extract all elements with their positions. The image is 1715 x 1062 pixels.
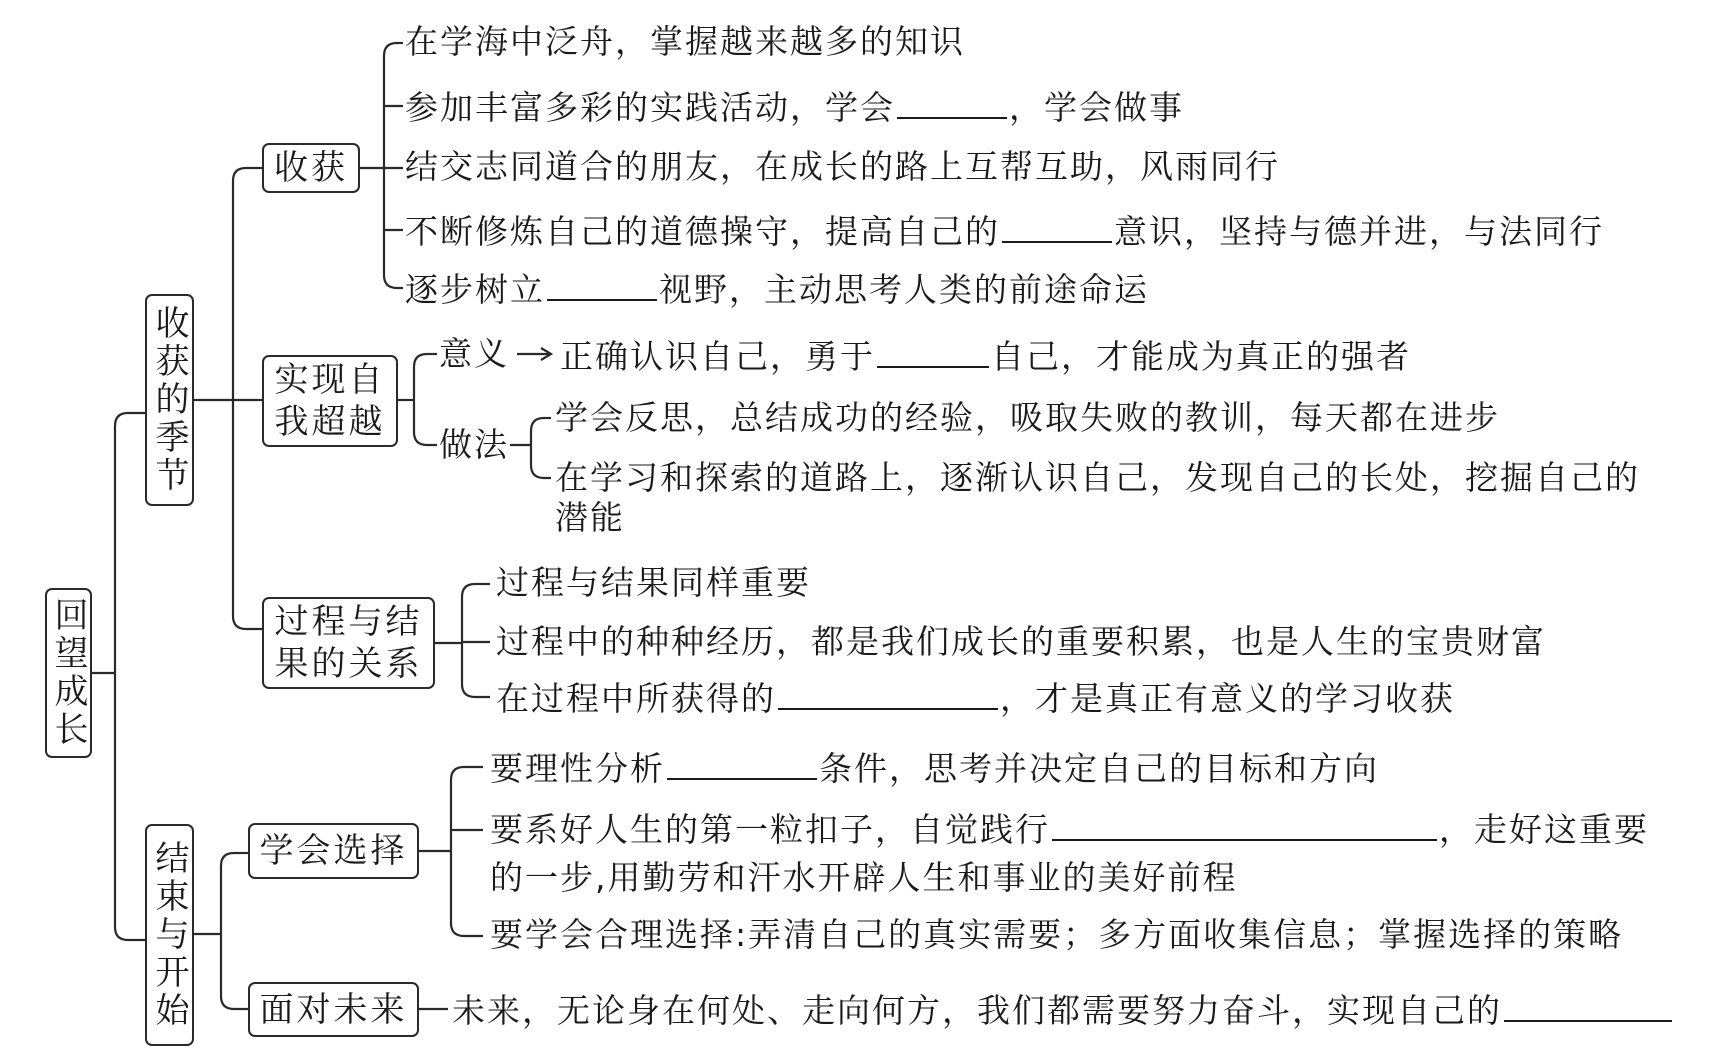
choose-item-2-text: 要系好人生的第一粒扣子，自觉践行 (490, 810, 1050, 849)
learn-choose-node: 学会选择 (248, 823, 419, 879)
blank-line (1052, 807, 1437, 841)
blank-line (1002, 209, 1112, 243)
future-text (452, 988, 1674, 1031)
process-item-3 (496, 676, 1455, 719)
meaning-text-end: 自己，才能成为真正的强者 (991, 337, 1411, 376)
harvest-node: 收获 (262, 143, 360, 193)
harvest-item-5-text: 逐步树立 (405, 270, 545, 309)
choose-item-2-text-end: ，走好这重要 (1439, 810, 1649, 849)
end-and-start-node: 结束与开始 (145, 824, 194, 1046)
blank-line (547, 267, 657, 301)
choose-item-1-text-end: 条件，思考并决定自己的目标和方向 (819, 749, 1379, 788)
self-transcend-node (262, 355, 398, 447)
meaning-text-start: 正确认识自己，勇于 (560, 337, 875, 376)
harvest-season-node: 收获的季节 (145, 294, 194, 506)
choose-item-1 (490, 746, 1379, 789)
meaning-label: 意义 (439, 334, 509, 373)
root-node: 回望成长 (45, 588, 92, 758)
blank-line (1504, 988, 1672, 1022)
self-transcend-label-2: 我超越 (274, 402, 386, 442)
harvest-item-2-text: 参加丰富多彩的实践活动，学会 (405, 88, 895, 127)
process-result-label-1: 过程与结 (274, 602, 423, 642)
face-future-node: 面对未来 (248, 982, 419, 1037)
blank-line (897, 85, 1007, 119)
harvest-item-4-text-end: 意识，坚持与德并进，与法同行 (1114, 212, 1604, 251)
future-text-start: 未来，无论身在何处、走向何方，我们都需要努力奋斗，实现自己的 (452, 991, 1502, 1030)
harvest-item-4 (405, 209, 1604, 252)
method-label: 做法 (439, 425, 509, 464)
blank-line (877, 334, 989, 368)
harvest-item-5 (405, 267, 1149, 310)
harvest-item-3: 结交志同道合的朋友，在成长的路上互帮互助，风雨同行 (405, 147, 1280, 186)
process-item-3-text: 在过程中所获得的 (496, 679, 776, 718)
harvest-item-5-text-end: 视野，主动思考人类的前途命运 (659, 270, 1149, 309)
blank-line (778, 676, 998, 710)
method-item-2-line1: 在学习和探索的道路上，逐渐认识自己，发现自己的长处，挖掘自己的 (555, 458, 1640, 497)
process-item-1: 过程与结果同样重要 (496, 563, 811, 602)
method-item-2-line2: 潜能 (555, 498, 625, 537)
harvest-item-1: 在学海中泛舟，掌握越来越多的知识 (405, 22, 965, 61)
choose-item-2-line2: 的一步,用勤劳和汗水开辟人生和事业的美好前程 (490, 858, 1238, 897)
self-transcend-label-1: 实现自 (274, 360, 386, 400)
harvest-item-4-text: 不断修炼自己的道德操守，提高自己的 (405, 212, 1000, 251)
harvest-item-2-text-end: ，学会做事 (1009, 88, 1184, 127)
choose-item-3: 要学会合理选择:弄清自己的真实需要；多方面收集信息；掌握选择的策略 (490, 915, 1624, 954)
process-item-2: 过程中的种种经历，都是我们成长的重要积累，也是人生的宝贵财富 (496, 622, 1546, 661)
process-result-node (262, 597, 435, 689)
choose-item-2-line1 (490, 807, 1649, 850)
choose-item-1-text: 要理性分析 (490, 749, 665, 788)
method-item-1: 学会反思，总结成功的经验，吸取失败的教训，每天都在进步 (555, 398, 1500, 437)
blank-line (667, 746, 817, 780)
meaning-text (560, 334, 1411, 377)
process-result-label-2: 果的关系 (274, 644, 423, 684)
harvest-item-2 (405, 85, 1184, 128)
process-item-3-text-end: ，才是真正有意义的学习收获 (1000, 679, 1455, 718)
